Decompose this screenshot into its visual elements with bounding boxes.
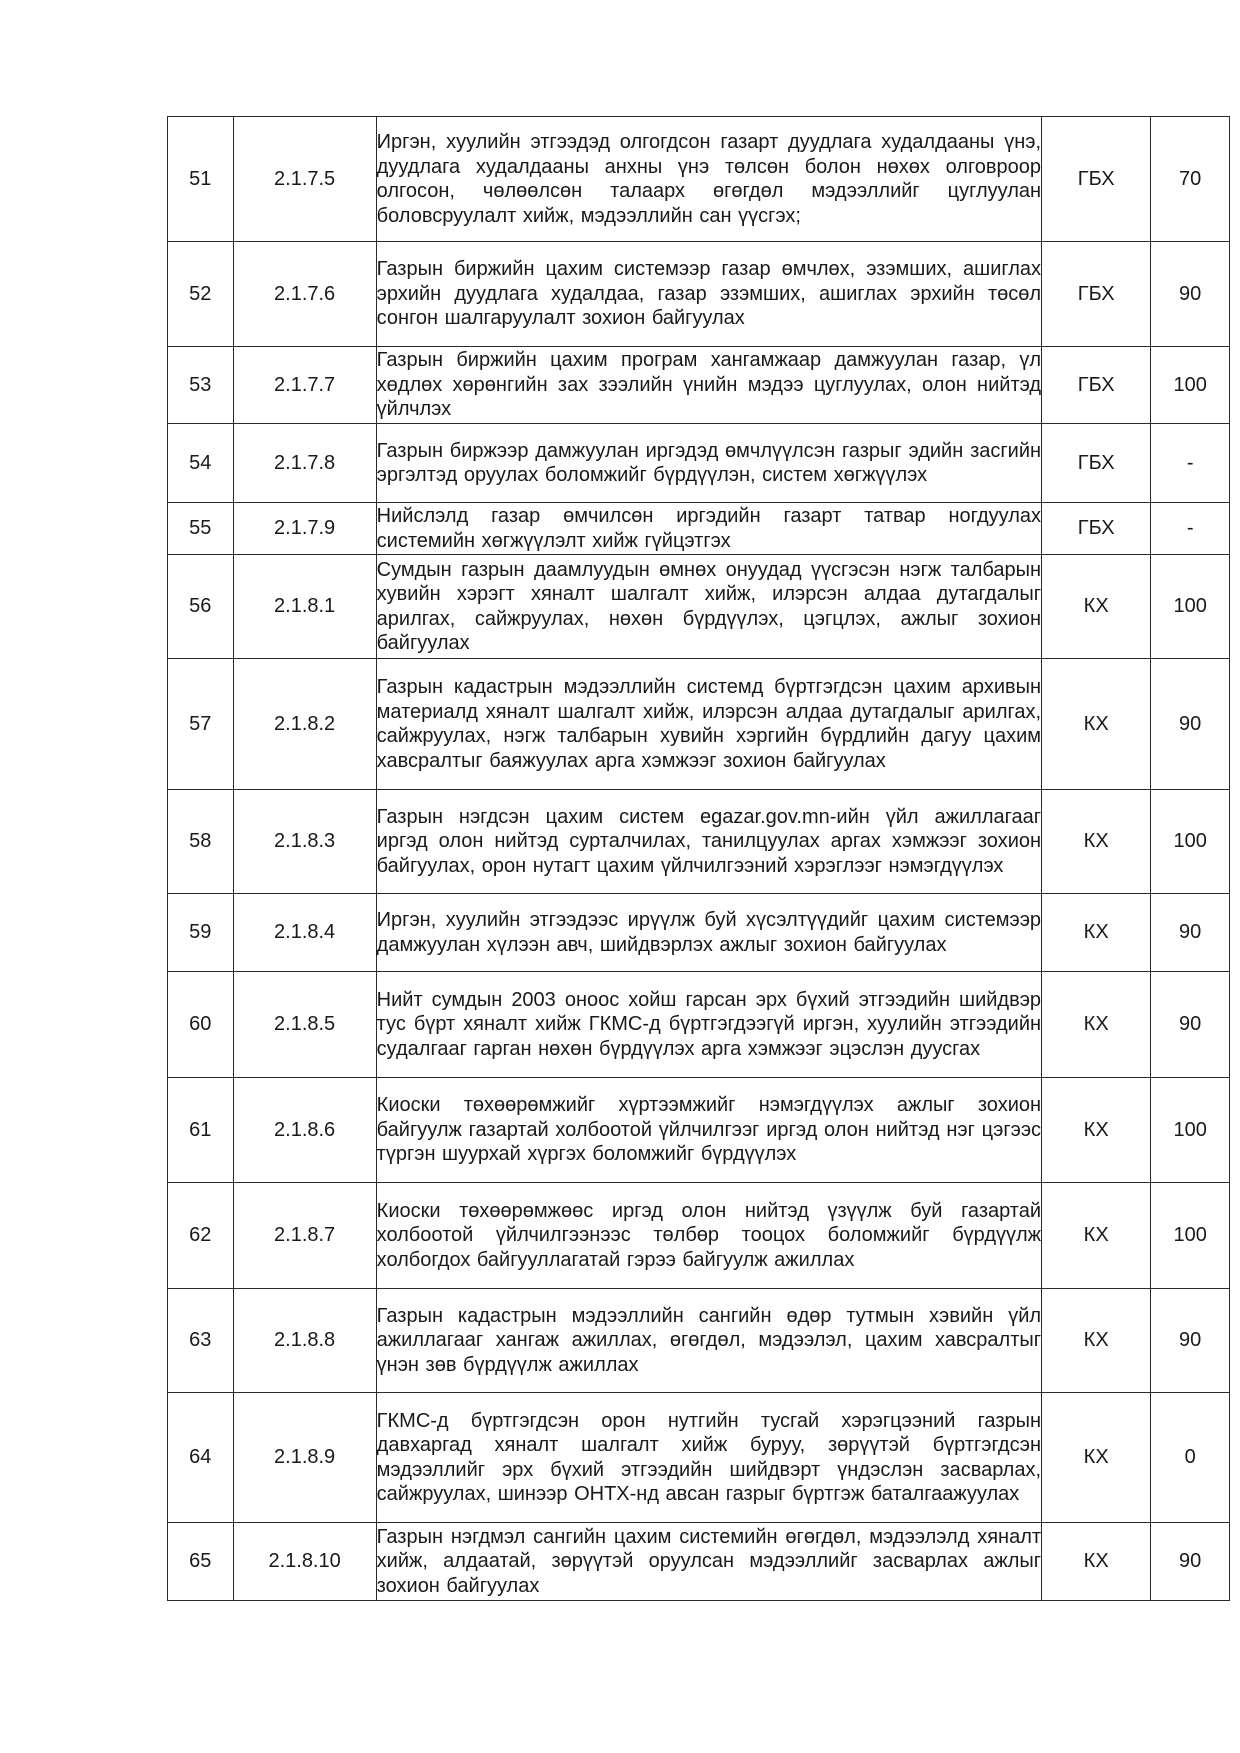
activity-code: 2.1.8.1 [233, 555, 376, 659]
completion-value: 100 [1151, 347, 1230, 424]
responsible-unit: ГБХ [1042, 424, 1151, 503]
row-number: 61 [168, 1078, 234, 1183]
activity-description: Газрын нэгдмэл сангийн цахим системийн өгөгдөл, мэдээлэлд хяналт хийж, алдаатай, зөрүүтэй оруулсан мэдээллийг засварлах ажлыг зохион байгуулах [376, 1523, 1041, 1601]
responsible-unit: КХ [1042, 894, 1151, 972]
activity-description: Газрын нэгдсэн цахим систем egazar.gov.mn-ийн үйл ажиллагааг иргэд олон нийтэд сурталчилах, танилцуулах аргах хэмжээг зохион байгуулах, орон нутагт цахим үйлчилгээний хэрэглээг нэмэгдүүлэх [376, 790, 1041, 894]
completion-value: 90 [1151, 894, 1230, 972]
row-number: 54 [168, 424, 234, 503]
activity-code: 2.1.8.8 [233, 1289, 376, 1393]
activity-code: 2.1.8.6 [233, 1078, 376, 1183]
completion-value: 100 [1151, 1078, 1230, 1183]
activity-code: 2.1.7.9 [233, 503, 376, 555]
activity-description: Газрын кадастрын мэдээллийн системд бүртгэгдсэн цахим архивын материалд хяналт шалгалт хийж, илэрсэн алдаа дутагдалыг арилгах, сайжруулах, нэгж талбарын хувийн хэргийн бүрдлийн дагуу цахим хавсралтыг баяжуулах арга хэмжээг зохион байгуулах [376, 659, 1041, 790]
responsible-unit: КХ [1042, 1183, 1151, 1289]
table-row [168, 555, 1230, 659]
completion-value: 90 [1151, 242, 1230, 347]
row-number: 55 [168, 503, 234, 555]
row-number: 60 [168, 972, 234, 1078]
activity-code: 2.1.7.6 [233, 242, 376, 347]
action-plan-table [167, 116, 1230, 1601]
responsible-unit: КХ [1042, 790, 1151, 894]
row-number: 65 [168, 1523, 234, 1601]
activity-description: Иргэн, хуулийн этгээдээс ирүүлж буй хүсэлтүүдийг цахим системээр дамжуулан хүлээн авч, шийдвэрлэх ажлыг зохион байгуулах [376, 894, 1041, 972]
completion-value: 0 [1151, 1393, 1230, 1523]
table-row [168, 1393, 1230, 1523]
table-row [168, 503, 1230, 555]
row-number: 59 [168, 894, 234, 972]
responsible-unit: ГБХ [1042, 503, 1151, 555]
activity-description: Сумдын газрын даамлуудын өмнөх онуудад үүсгэсэн нэгж талбарын хувийн хэрэгт хяналт шалгалт хийж, илэрсэн алдаа дутагдалыг арилгах, сайжруулах, нөхөн бүрдүүлэх, цэгцлэх, ажлыг зохион байгуулах [376, 555, 1041, 659]
activity-description: ГКМС-д бүртгэгдсэн орон нутгийн тусгай хэрэгцээний газрын давхаргад хяналт шалгалт хийж буруу, зөрүүтэй бүртгэгдсэн мэдээллийг эрх бүхий этгээдийн шийдвэрт үндэслэн засварлах, сайжруулах, шинээр ОНТХ-нд авсан газрыг бүртгэж баталгаажуулах [376, 1393, 1041, 1523]
completion-value: 100 [1151, 1183, 1230, 1289]
table-body [168, 117, 1230, 1601]
completion-value: 100 [1151, 790, 1230, 894]
table-row [168, 347, 1230, 424]
responsible-unit: КХ [1042, 1289, 1151, 1393]
table-row [168, 894, 1230, 972]
row-number: 63 [168, 1289, 234, 1393]
completion-value: - [1151, 503, 1230, 555]
table-row [168, 242, 1230, 347]
row-number: 64 [168, 1393, 234, 1523]
activity-code: 2.1.8.10 [233, 1523, 376, 1601]
row-number: 56 [168, 555, 234, 659]
responsible-unit: КХ [1042, 659, 1151, 790]
table-row [168, 1289, 1230, 1393]
activity-code: 2.1.8.3 [233, 790, 376, 894]
activity-description: Нийт сумдын 2003 оноос хойш гарсан эрх бүхий этгээдийн шийдвэр тус бүрт хяналт хийж ГКМС-д бүртгэгдээгүй иргэн, хуулийн этгээдийн судалгааг гарган нөхөн бүрдүүлэх арга хэмжээг эцэслэн дуусгах [376, 972, 1041, 1078]
activity-code: 2.1.8.9 [233, 1393, 376, 1523]
responsible-unit: КХ [1042, 972, 1151, 1078]
completion-value: 90 [1151, 659, 1230, 790]
completion-value: 90 [1151, 972, 1230, 1078]
responsible-unit: КХ [1042, 1393, 1151, 1523]
activity-description: Киоски төхөөрөмжөөс иргэд олон нийтэд үзүүлж буй газартай холбоотой үйлчилгээнээс төлбөр тооцох боломжийг бүрдүүлж холбогдох байгууллагатай гэрээ байгуулж ажиллах [376, 1183, 1041, 1289]
activity-code: 2.1.8.2 [233, 659, 376, 790]
table-row [168, 1183, 1230, 1289]
table-row [168, 972, 1230, 1078]
row-number: 57 [168, 659, 234, 790]
row-number: 62 [168, 1183, 234, 1289]
completion-value: 90 [1151, 1289, 1230, 1393]
responsible-unit: КХ [1042, 555, 1151, 659]
completion-value: - [1151, 424, 1230, 503]
responsible-unit: ГБХ [1042, 242, 1151, 347]
activity-code: 2.1.7.7 [233, 347, 376, 424]
activity-code: 2.1.7.8 [233, 424, 376, 503]
activity-description: Киоски төхөөрөмжийг хүртээмжийг нэмэгдүүлэх ажлыг зохион байгуулж газартай холбоотой үйлчилгээг иргэд олон нийтэд нэг цэгээс түргэн шуурхай хүргэх боломжийг бүрдүүлэх [376, 1078, 1041, 1183]
activity-code: 2.1.7.5 [233, 117, 376, 242]
activity-code: 2.1.8.5 [233, 972, 376, 1078]
responsible-unit: КХ [1042, 1523, 1151, 1601]
activity-description: Газрын биржийн цахим системээр газар өмчлөх, эзэмших, ашиглах эрхийн дуудлага худалдаа, газар эзэмших, ашиглах эрхийн төсөл сонгон шалгаруулалт зохион байгуулах [376, 242, 1041, 347]
table-row [168, 117, 1230, 242]
row-number: 58 [168, 790, 234, 894]
completion-value: 70 [1151, 117, 1230, 242]
activity-description: Газрын биржээр дамжуулан иргэдэд өмчлүүлсэн газрыг эдийн засгийн эргэлтэд оруулах боломжийг бүрдүүлэн, систем хөгжүүлэх [376, 424, 1041, 503]
activity-description: Нийслэлд газар өмчилсөн иргэдийн газарт татвар ногдуулах системийн хөгжүүлэлт хийж гүйцэтгэх [376, 503, 1041, 555]
responsible-unit: ГБХ [1042, 347, 1151, 424]
responsible-unit: КХ [1042, 1078, 1151, 1183]
activity-description: Газрын кадастрын мэдээллийн сангийн өдөр тутмын хэвийн үйл ажиллагааг хангаж ажиллах, өгөгдөл, мэдээлэл, цахим хавсралтыг үнэн зөв бүрдүүлж ажиллах [376, 1289, 1041, 1393]
table-row [168, 1523, 1230, 1601]
activity-description: Иргэн, хуулийн этгээдэд олгогдсон газарт дуудлага худалдааны үнэ, дуудлага худалдааны анхны үнэ төлсөн болон нөхөх олговроор олгосон, чөлөөлсөн талаарх өгөгдөл мэдээллийг цуглуулан боловсруулалт хийж, мэдээллийн сан үүсгэх; [376, 117, 1041, 242]
completion-value: 90 [1151, 1523, 1230, 1601]
activity-code: 2.1.8.4 [233, 894, 376, 972]
table-row [168, 790, 1230, 894]
activity-code: 2.1.8.7 [233, 1183, 376, 1289]
table-row [168, 424, 1230, 503]
row-number: 51 [168, 117, 234, 242]
responsible-unit: ГБХ [1042, 117, 1151, 242]
table-row [168, 1078, 1230, 1183]
completion-value: 100 [1151, 555, 1230, 659]
activity-description: Газрын биржийн цахим програм хангамжаар дамжуулан газар, үл хөдлөх хөрөнгийн зах зээлийн үнийн мэдээ цуглуулах, олон нийтэд үйлчлэх [376, 347, 1041, 424]
table-row [168, 659, 1230, 790]
row-number: 53 [168, 347, 234, 424]
row-number: 52 [168, 242, 234, 347]
